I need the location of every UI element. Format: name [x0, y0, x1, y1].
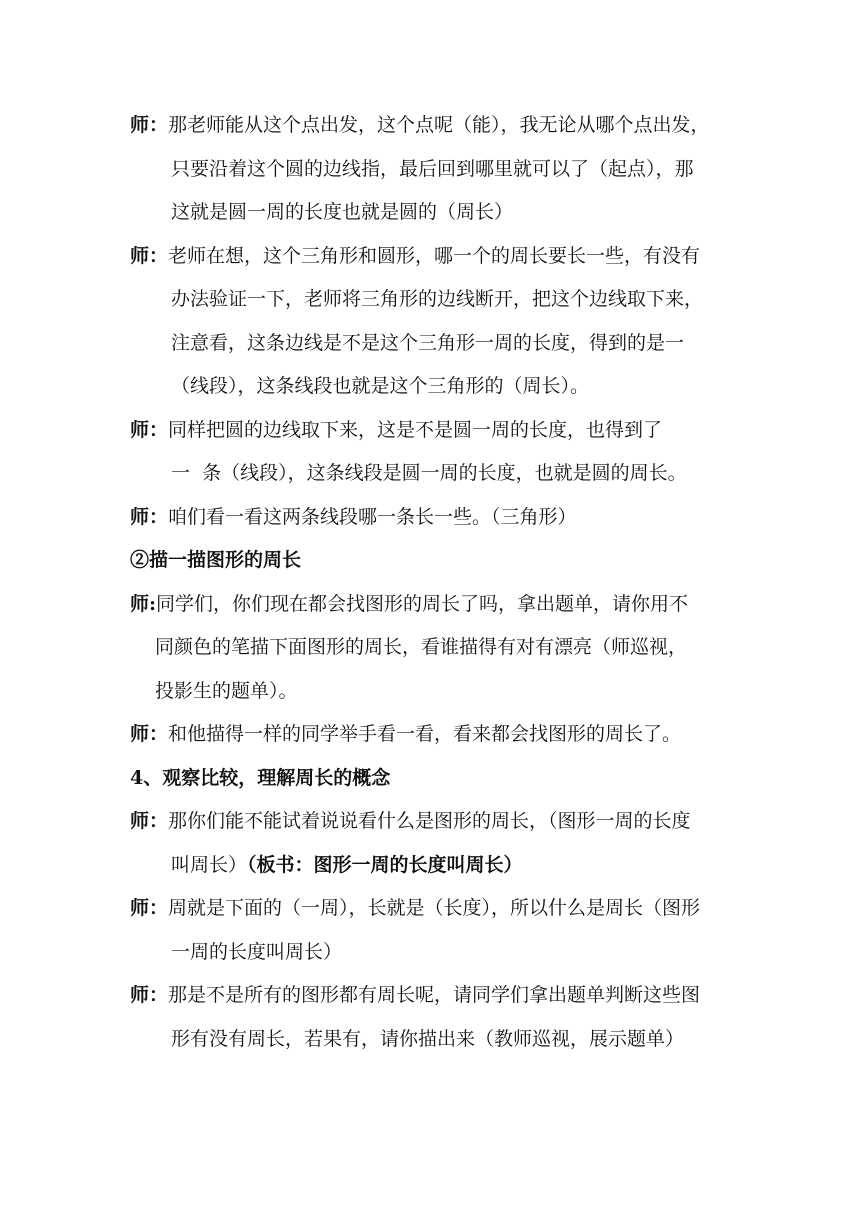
board-note: （板书：图形一周的长度叫周长）	[247, 853, 523, 876]
dialogue-paragraph	[130, 887, 740, 974]
speaker-label: 师:	[130, 592, 157, 615]
section-heading: ②描一描图形的周长	[130, 549, 302, 571]
text-line: 只要沿着这个圆的边线指，最后回到哪里就可以了（起点），那	[171, 157, 694, 180]
text-line: 投影生的题单）。	[155, 679, 298, 702]
dialogue-paragraph	[130, 496, 740, 540]
document-body	[0, 104, 860, 1061]
text-line: 周就是下面的（一周），长就是（长度），所以什么是周长（图形	[168, 897, 701, 919]
text-line: 一周的长度叫周长）	[171, 940, 343, 963]
text-line: 这就是圆一周的长度也就是圆的（周长）	[171, 201, 514, 223]
section-heading: 4、观察比较，理解周长的概念	[130, 766, 391, 789]
text-line: 那你们能不能试着说说看什么是图形的周长，（图形一周的长度	[168, 810, 691, 832]
speaker-label: 师：	[130, 505, 169, 528]
text-line: 同样把圆的边线取下来，这是不是圆一周的长度，也得到了	[168, 418, 663, 441]
speaker-label: 师：	[130, 114, 169, 136]
speaker-label: 师：	[130, 810, 169, 832]
dialogue-paragraph	[130, 583, 740, 714]
text-line: 老师在想，这个三角形和圆形，哪一个的周长要长一些，有没有	[168, 244, 701, 267]
text-line: 注意看，这条边线是不是这个三角形一周的长度，得到的是一	[171, 331, 685, 354]
text-line: 同学们，你们现在都会找图形的周长了吗，拿出题单，请你用不	[156, 592, 689, 615]
speaker-label: 师：	[130, 244, 169, 267]
text-line: 形有没有周长，若果有，请你描出来（教师巡视，展示题单）	[171, 1027, 685, 1050]
dialogue-paragraph	[130, 409, 740, 496]
dialogue-paragraph	[130, 235, 740, 409]
text-line: 一 条（线段），这条线段是圆一周的长度，也就是圆的周长。	[171, 462, 687, 484]
text-line: （线段），这条线段也就是这个三角形的（周长）。	[171, 375, 590, 397]
speaker-label: 师：	[130, 897, 169, 919]
dialogue-paragraph	[130, 104, 740, 235]
dialogue-paragraph	[130, 713, 740, 757]
text-line: 和他描得一样的同学举手看一看，看来都会找图形的周长了。	[168, 723, 682, 745]
dialogue-paragraph	[130, 800, 740, 887]
speaker-label: 师：	[130, 723, 169, 745]
text-line: 叫周长）	[171, 853, 248, 876]
dialogue-paragraph	[130, 974, 740, 1061]
text-line: 办法验证一下，老师将三角形的边线断开，把这个边线取下来，	[171, 288, 704, 310]
speaker-label: 师：	[130, 984, 169, 1006]
text-line: 那老师能从这个点出发，这个点呢（能），我无论从哪个点出发，	[168, 114, 710, 136]
text-line: 同颜色的笔描下面图形的周长，看谁描得有对有漂亮（师巡视，	[155, 636, 688, 658]
text-line: 那是不是所有的图形都有周长呢，请同学们拿出题单判断这些图	[168, 984, 701, 1006]
speaker-label: 师：	[130, 418, 169, 441]
text-line: 咱们看一看这两条线段哪一条长一些。（三角形）	[168, 505, 577, 528]
